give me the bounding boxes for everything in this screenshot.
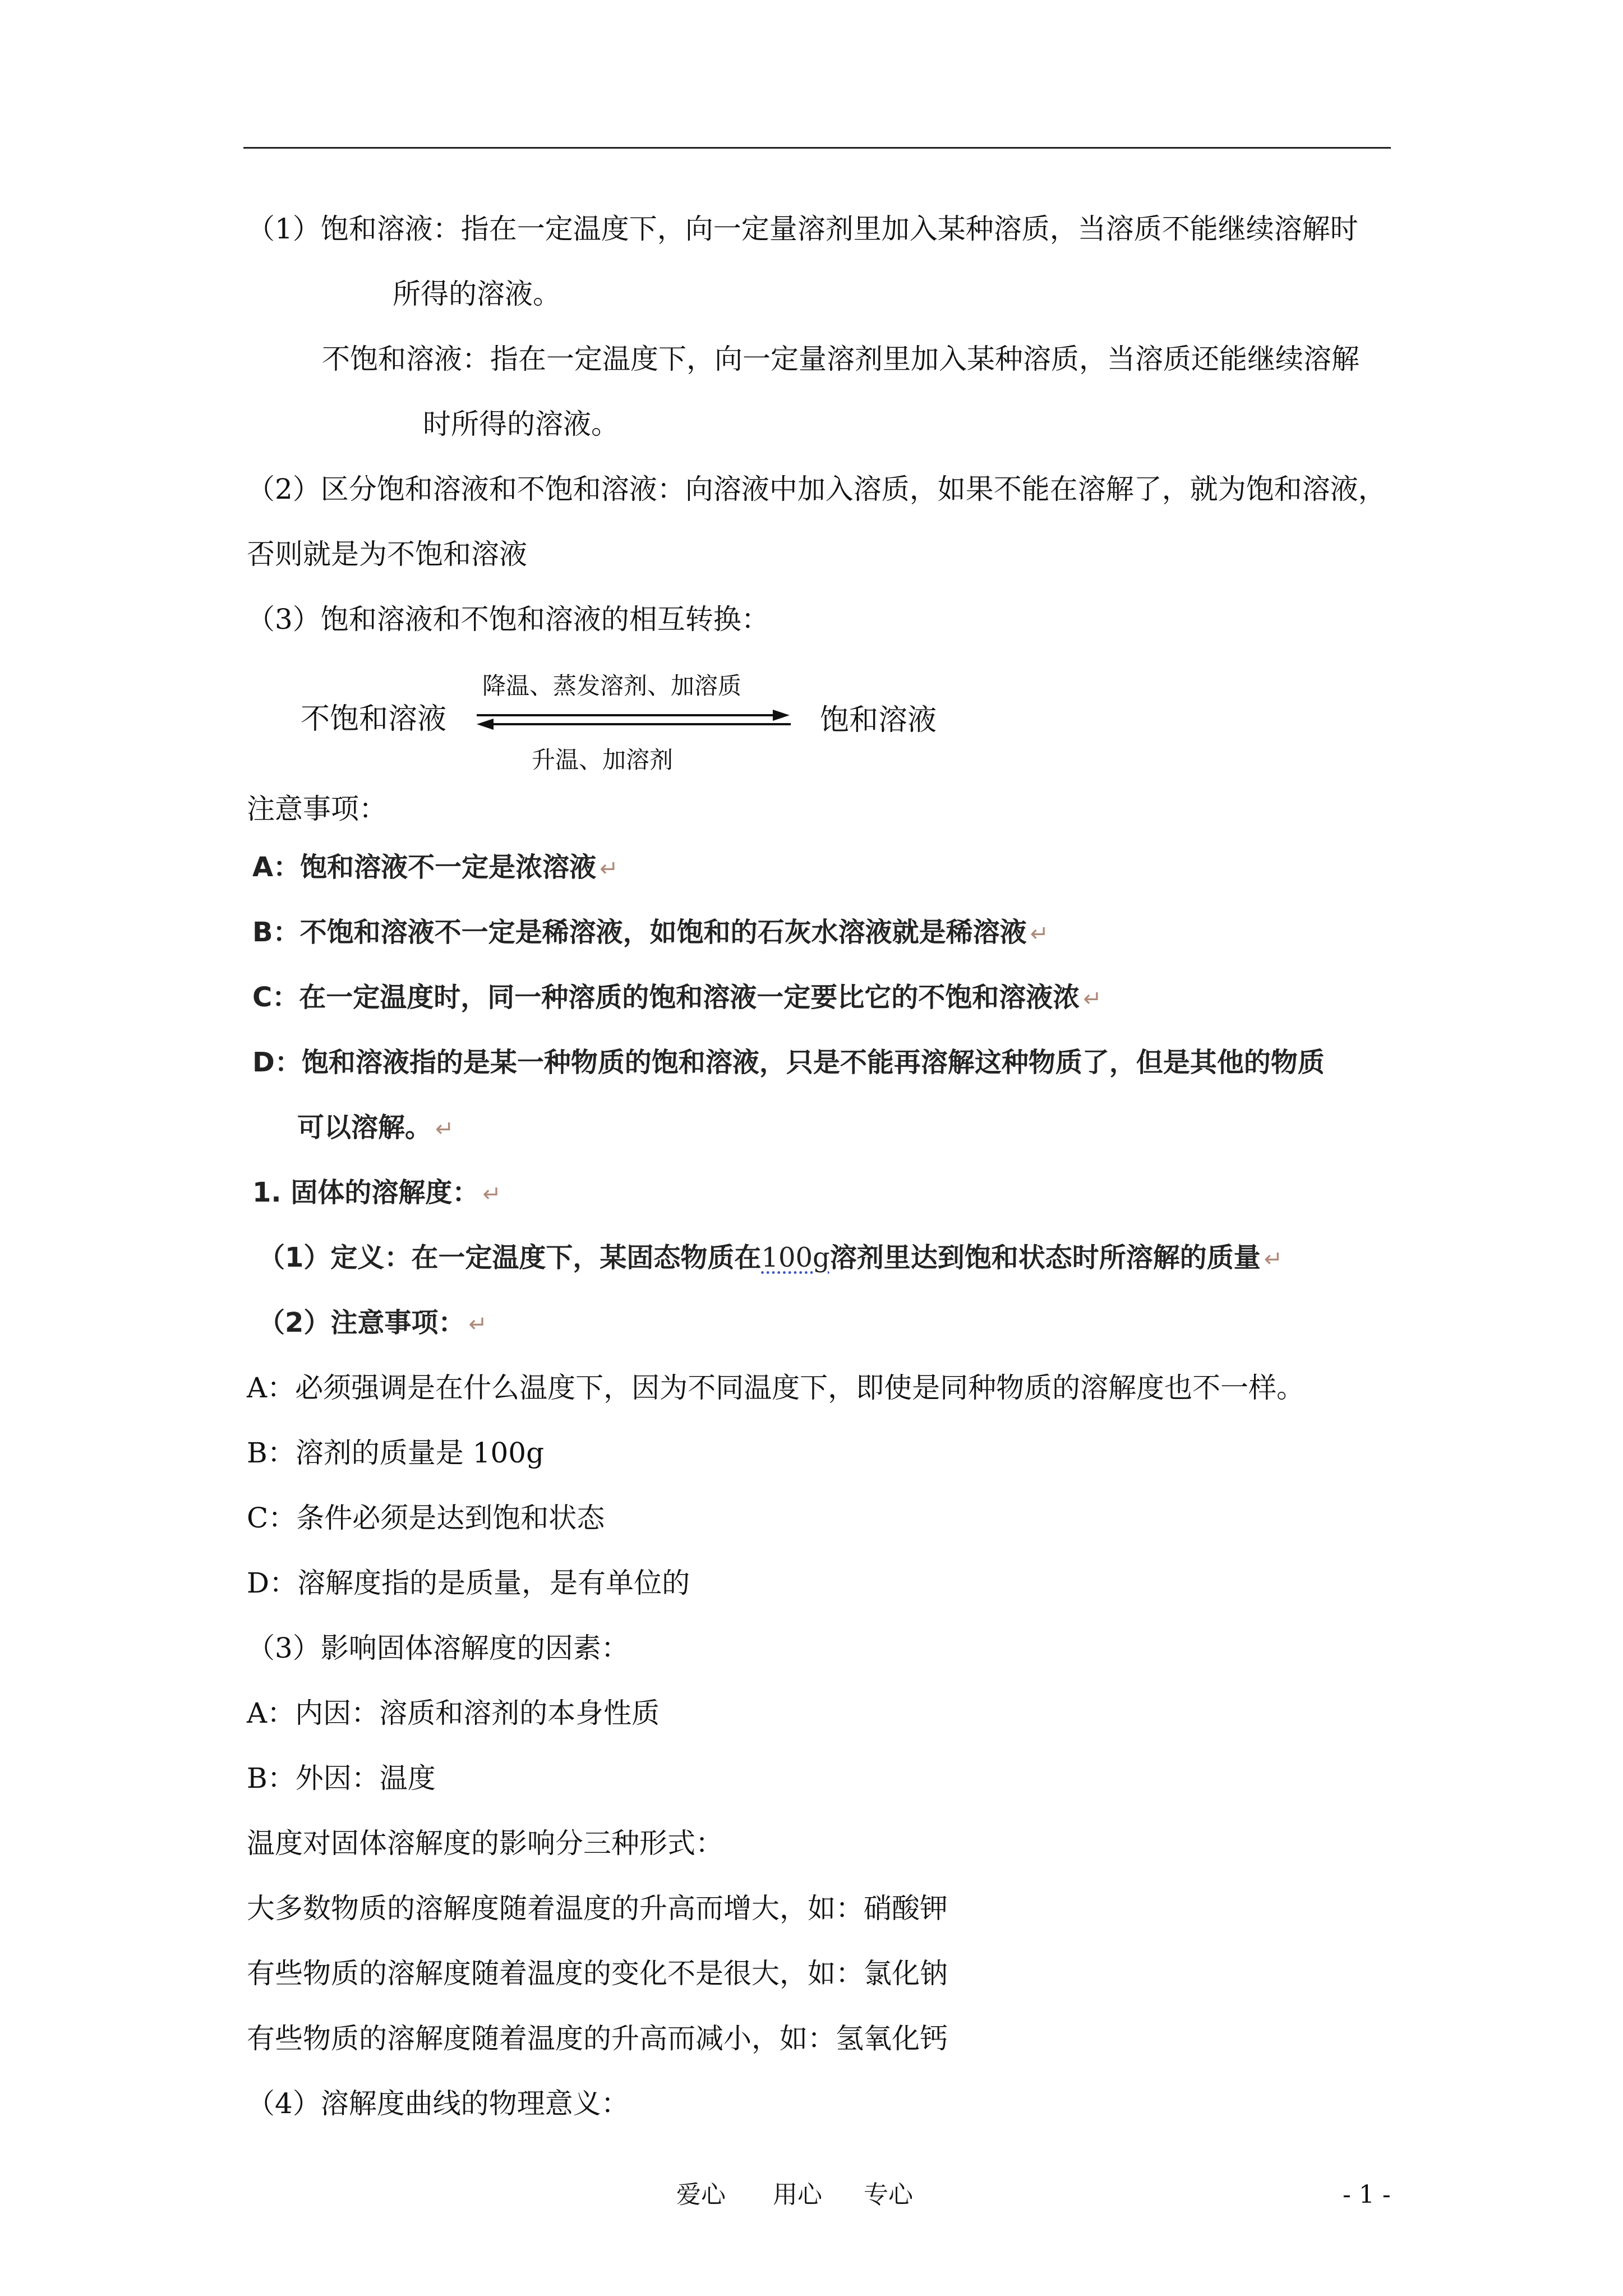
- paragraph-mark: ↵: [1030, 921, 1049, 947]
- page-number: - 1 -: [1343, 2180, 1391, 2209]
- temperature-effect-3: 有些物质的溶解度随着温度的升高而减小，如：氢氧化钙: [247, 2022, 948, 2055]
- unsaturated-state-label: 不饱和溶液: [301, 702, 447, 736]
- definition-saturated-line2: 所得的溶液。: [393, 278, 561, 310]
- paragraph-mark: ↵: [435, 1116, 454, 1142]
- solubility-heading: [252, 1176, 501, 1211]
- paragraph-mark: ↵: [468, 1312, 487, 1337]
- forward-arrow-head: [773, 710, 790, 721]
- distinguish-line2: 否则就是为不饱和溶液: [247, 538, 527, 570]
- temperature-effect-1: 大多数物质的溶解度随着温度的升高而增大，如：硝酸钾: [247, 1892, 948, 1925]
- definition-text-part2: 溶剂里达到饱和状态时所溶解的质量: [829, 1242, 1261, 1273]
- definition-unsaturated-line1: 不饱和溶液：指在一定温度下，向一定量溶剂里加入某种溶质，当溶质还能继续溶解: [322, 343, 1359, 375]
- definition-unsaturated-line2: 时所得的溶液。: [423, 408, 619, 440]
- note-a-text: A：饱和溶液不一定是浓溶液: [252, 852, 597, 883]
- note-d-line1: D：饱和溶液指的是某一种物质的饱和溶液，只是不能再溶解这种物质了，但是其他的物质: [252, 1047, 1325, 1078]
- factors-heading: （3）影响固体溶解度的因素：: [247, 1632, 629, 1664]
- note-d-line2: [297, 1111, 454, 1146]
- solvent-mass-value: 100g: [761, 1242, 830, 1273]
- note-a: [252, 850, 619, 886]
- note-c-text: C：在一定温度时，同一种溶质的饱和溶液一定要比它的不饱和溶液浓: [252, 982, 1080, 1013]
- conversion-diagram: [292, 662, 993, 785]
- note-d-line2-text: 可以溶解。: [297, 1112, 432, 1143]
- note-b-text: B：不饱和溶液不一定是稀溶液，如饱和的石灰水溶液就是稀溶液: [252, 917, 1027, 948]
- backward-condition-label: 升温、加溶剂: [532, 746, 674, 774]
- paragraph-mark: ↵: [1083, 986, 1102, 1012]
- footer-motto-2: 用心: [773, 2180, 822, 2209]
- notes-subheading-text: （2）注意事项：: [258, 1307, 465, 1338]
- note-c: [252, 981, 1102, 1016]
- solubility-curve-heading: （4）溶解度曲线的物理意义：: [247, 2087, 629, 2120]
- conversion-arrows: [477, 710, 791, 732]
- conversion-heading: （3）饱和溶液和不饱和溶液的相互转换：: [247, 603, 769, 636]
- paragraph-mark: ↵: [1264, 1246, 1283, 1272]
- notes-subheading: [258, 1306, 487, 1341]
- definition-text-part1: （1）定义：在一定温度下，某固态物质在: [258, 1242, 762, 1273]
- note-b: [252, 915, 1049, 951]
- point-d: D：溶解度指的是质量，是有单位的: [247, 1567, 690, 1599]
- external-factor: B：外因：温度: [247, 1762, 436, 1795]
- forward-condition-label: 降温、蒸发溶剂、加溶质: [482, 672, 742, 700]
- internal-factor: A：内因：溶质和溶剂的本身性质: [247, 1697, 660, 1729]
- solubility-definition: [258, 1241, 1283, 1276]
- footer-motto-3: 专心: [864, 2180, 913, 2209]
- footer-motto-1: 爱心: [676, 2180, 726, 2209]
- point-a: A：必须强调是在什么温度下，因为不同温度下，即使是同种物质的溶解度也不一样。: [247, 1372, 1305, 1404]
- notes-heading: 注意事项：: [247, 793, 387, 825]
- solubility-heading-text: 1. 固体的溶解度：: [252, 1177, 479, 1208]
- temperature-effect-heading: 温度对固体溶解度的影响分三种形式：: [247, 1827, 723, 1860]
- header-rule: [243, 147, 1391, 149]
- temperature-effect-2: 有些物质的溶解度随着温度的变化不是很大，如：氯化钠: [247, 1957, 948, 1990]
- paragraph-mark: ↵: [600, 856, 619, 882]
- paragraph-mark: ↵: [482, 1181, 501, 1207]
- saturated-state-label: 饱和溶液: [820, 703, 937, 737]
- definition-saturated-line1: （1）饱和溶液：指在一定温度下，向一定量溶剂里加入某种溶质，当溶质不能继续溶解时: [247, 213, 1358, 245]
- distinguish-line1: （2）区分饱和溶液和不饱和溶液：向溶液中加入溶质，如果不能在溶解了，就为饱和溶液，: [247, 473, 1386, 505]
- point-b: B：溶剂的质量是 100g: [247, 1437, 545, 1469]
- backward-arrow-head: [477, 719, 494, 730]
- point-c: C：条件必须是达到饱和状态: [247, 1502, 605, 1534]
